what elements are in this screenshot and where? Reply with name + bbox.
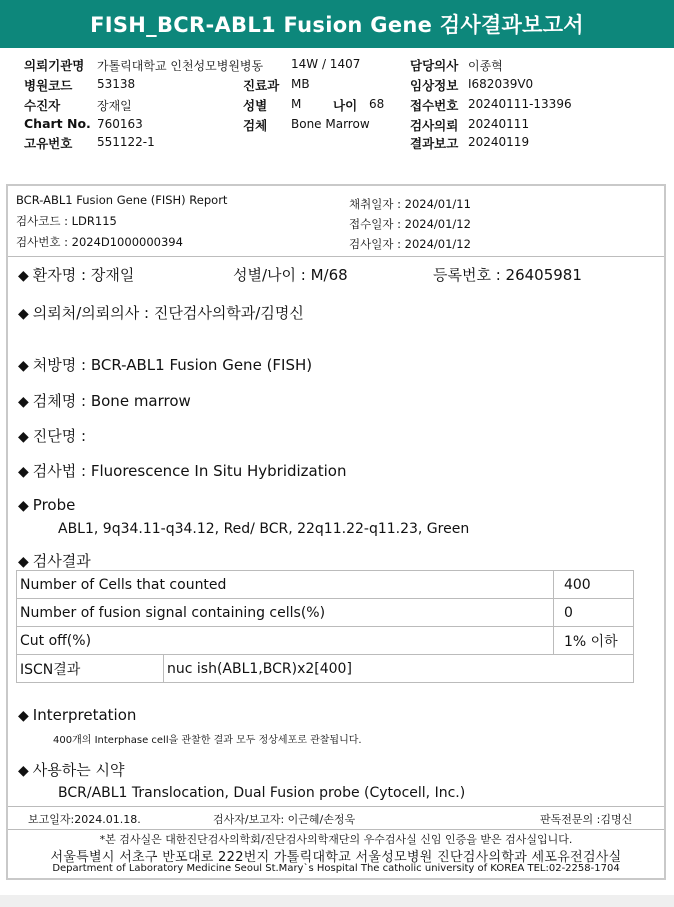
report-header xyxy=(8,186,664,257)
result-name: Number of Cells that counted xyxy=(17,571,554,599)
unique-no-value: 551122-1 xyxy=(97,135,155,149)
patient-value: 장재일 xyxy=(97,99,132,113)
reagent-heading: ◆ 사용하는 시약 xyxy=(18,761,125,779)
order-name: 처방명 : BCR-ABL1 Fusion Gene (FISH) xyxy=(32,356,313,374)
result-date-value: 20240119 xyxy=(468,135,530,149)
probe-label: Probe xyxy=(32,496,76,514)
reagent-label: 사용하는 시약 xyxy=(32,761,125,779)
dept-value: MB xyxy=(291,77,310,91)
referrer: 의뢰처/의뢰의사 : 진단검사의학과/김명신 xyxy=(32,304,304,322)
ward-value: 14W / 1407 xyxy=(291,57,361,71)
doctor-value: 이종혁 xyxy=(468,59,503,73)
patient-label: 수진자 xyxy=(24,98,61,113)
clinical-info-label: 임상정보 xyxy=(410,78,459,93)
receive-date: 접수일자 : 2024/01/12 xyxy=(349,217,471,231)
table-row xyxy=(17,571,634,599)
unique-no-label: 고유번호 xyxy=(24,136,73,151)
sex-label: 성별 xyxy=(243,98,268,113)
iscn-label: ISCN결과 xyxy=(17,655,164,683)
method-line: ◆ 검사법 : Fluorescence In Situ Hybridization xyxy=(18,462,347,480)
org-label: 의뢰기관명 xyxy=(24,58,85,73)
collect-date: 채취일자 : 2024/01/11 xyxy=(349,197,471,211)
result-value: 0 xyxy=(553,599,633,627)
reagent-text: BCR/ABL1 Translocation, Dual Fusion probe (Cytocell, Inc.) xyxy=(58,785,466,801)
chart-no-value: 760163 xyxy=(97,117,143,131)
age-label: 나이 xyxy=(333,98,358,113)
signature-row xyxy=(8,806,664,830)
request-date-label: 검사의뢰 xyxy=(410,118,459,133)
doctor-label: 담당의사 xyxy=(410,58,459,73)
lab-address: 서울특별시 서초구 반포대로 222번지 가톨릭대학교 서울성모병원 진단검사의학과 세포유전검사실 xyxy=(50,850,622,865)
order-line: ◆ 처방명 : BCR-ABL1 Fusion Gene (FISH) xyxy=(18,356,313,374)
report-subtitle: BCR-ABL1 Fusion Gene (FISH) Report xyxy=(16,193,228,207)
test-date: 검사일자 : 2024/01/12 xyxy=(349,237,471,251)
request-date-value: 20240111 xyxy=(468,117,530,131)
diagnosis: 진단명 : xyxy=(32,427,87,445)
test-code: 검사코드 : LDR115 xyxy=(16,214,117,228)
specialist: 판독전문의 :김명신 xyxy=(540,813,633,826)
probe-detail: ABL1, 9q34.11-q34.12, Red/ BCR, 22q11.22-q11.23, Green xyxy=(58,521,470,537)
sex-value: M xyxy=(291,97,302,111)
org-value: 가톨릭대학교 인천성모병원병동 xyxy=(97,59,264,73)
report-date: 보고일자:2024.01.18. xyxy=(28,813,141,826)
specimen-name: 검체명 : Bone marrow xyxy=(32,392,191,410)
interpretation-text: 400개의 Interphase cell을 관찰한 결과 모두 정상세포로 관찰됩니다. xyxy=(53,735,362,746)
clinical-info-value: I682039V0 xyxy=(468,77,534,91)
interpretation-heading: ◆ Interpretation xyxy=(18,706,137,724)
result-label: 검사결과 xyxy=(32,552,91,570)
examiner: 검사자/보고자: 이근혜/손정욱 xyxy=(213,813,356,826)
result-name: Cut off(%) xyxy=(17,627,554,655)
patient-line: ◆ 환자명 : 장재일 xyxy=(18,266,135,284)
iscn-value: nuc ish(ABL1,BCR)x2[400] xyxy=(164,655,634,683)
result-heading: ◆ 검사결과 xyxy=(18,552,91,570)
interpretation-label: Interpretation xyxy=(32,706,137,724)
result-value: 1% 이하 xyxy=(553,627,633,655)
certification-note: *본 검사실은 대한진단검사의학회/진단검사의학재단의 우수검사실 신임 인증을 받은 검사실입니다. xyxy=(99,833,573,846)
receipt-no-value: 20240111-13396 xyxy=(468,97,572,111)
probe-line: ◆ Probe xyxy=(18,496,76,514)
lab-department: Department of Laboratory Medicine Seoul St.Mary`s Hospital The catholic university of KOREA TEL:02-2258-1704 xyxy=(52,863,620,874)
method: 검사법 : Fluorescence In Situ Hybridization xyxy=(32,462,347,480)
result-table xyxy=(16,570,634,683)
table-row xyxy=(17,599,634,627)
specimen-line: ◆ 검체명 : Bone marrow xyxy=(18,392,191,410)
sex-age: 성별/나이 : M/68 xyxy=(233,266,348,284)
specimen-label: 검체 xyxy=(243,118,268,133)
specimen-value: Bone Marrow xyxy=(291,117,370,131)
age-value: 68 xyxy=(369,97,385,111)
receipt-no-label: 접수번호 xyxy=(410,98,459,113)
test-number: 검사번호 : 2024D1000000394 xyxy=(16,235,183,249)
report-title: FISH_BCR-ABL1 Fusion Gene 검사결과보고서 xyxy=(0,0,674,48)
diagnosis-line: ◆ 진단명 : xyxy=(18,427,87,445)
registration-number: 등록번호 : 26405981 xyxy=(433,266,582,284)
patient-name: 환자명 : 장재일 xyxy=(32,266,135,284)
hospital-code-label: 병원코드 xyxy=(24,78,73,93)
table-row xyxy=(17,627,634,655)
patient-header xyxy=(0,50,674,168)
result-date-label: 결과보고 xyxy=(410,136,459,151)
referrer-line: ◆ 의뢰처/의뢰의사 : 진단검사의학과/김명신 xyxy=(18,304,304,322)
report-panel xyxy=(6,184,666,880)
result-name: Number of fusion signal containing cells(%) xyxy=(17,599,554,627)
result-value: 400 xyxy=(553,571,633,599)
hospital-code-value: 53138 xyxy=(97,77,136,91)
bottom-strip xyxy=(0,895,674,907)
dept-label: 진료과 xyxy=(243,78,280,93)
table-row xyxy=(17,655,634,683)
chart-no-label: Chart No. xyxy=(24,116,91,131)
